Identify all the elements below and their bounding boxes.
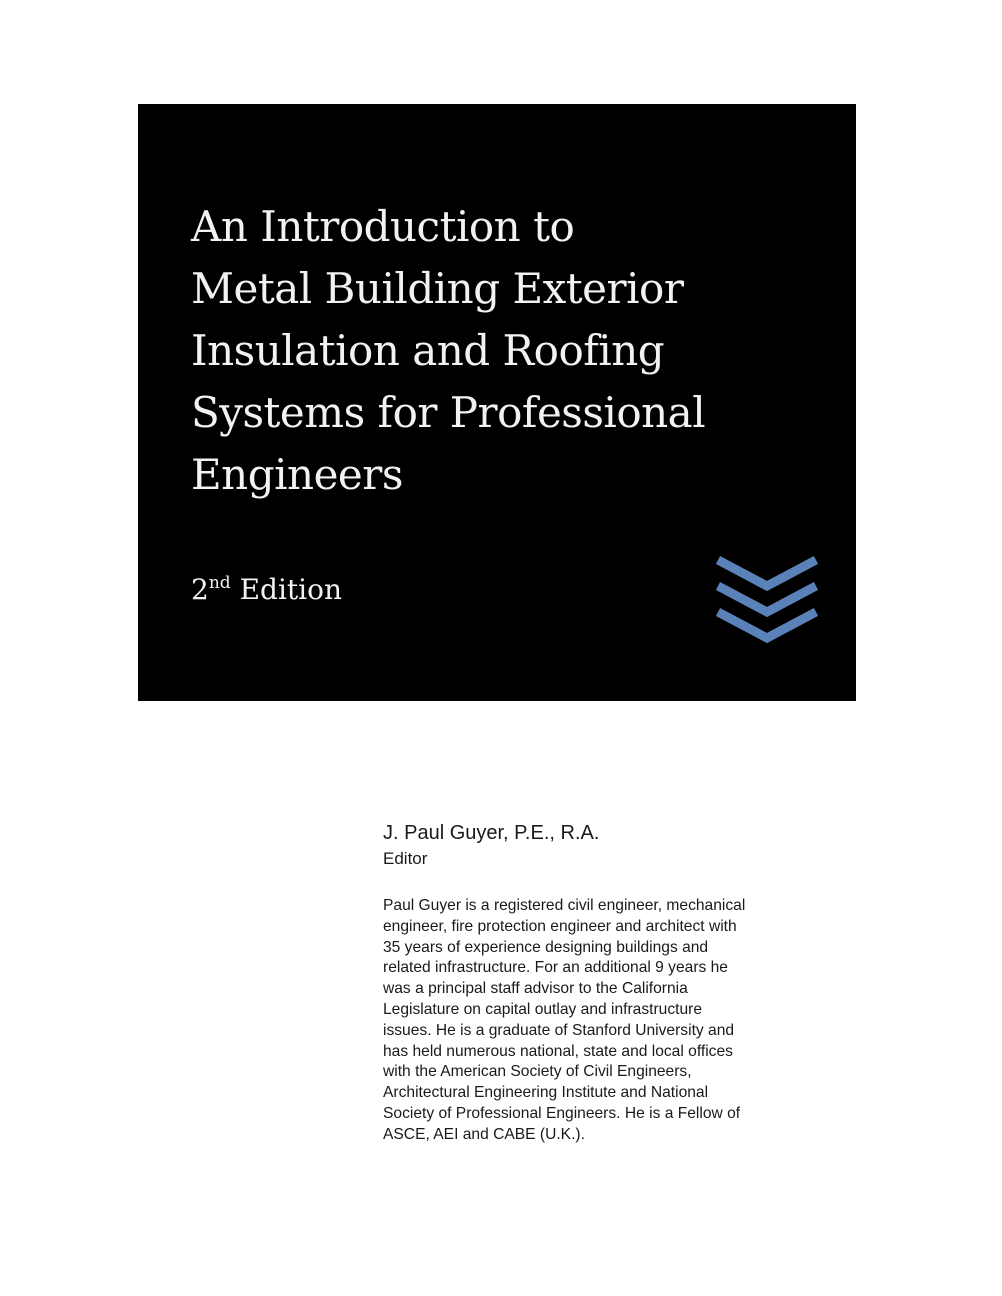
edition-label bbox=[191, 572, 342, 608]
book-title bbox=[191, 196, 705, 506]
triple-chevron-down-icon bbox=[716, 554, 818, 650]
bio-line: has held numerous national, state and local offices bbox=[383, 1042, 733, 1060]
author-role: Editor bbox=[383, 849, 428, 868]
bio-line: was a principal staff advisor to the California bbox=[383, 980, 688, 998]
bio-line: 35 years of experience designing buildings and bbox=[383, 938, 709, 956]
bio-line: Paul Guyer is a registered civil engineer, mechanical bbox=[383, 897, 746, 914]
bio-line: Legislature on capital outlay and infrastructure bbox=[383, 1000, 702, 1018]
title-line: Metal Building Exterior bbox=[191, 264, 684, 313]
bio-line: Society of Professional Engineers. He is a Fellow of bbox=[383, 1104, 741, 1122]
title-line: An Introduction to bbox=[191, 202, 575, 251]
title-line: Insulation and Roofing bbox=[191, 326, 665, 375]
author-bio bbox=[383, 896, 823, 1146]
edition-text: Edition bbox=[239, 573, 342, 606]
title-line: Systems for Professional bbox=[191, 388, 706, 437]
bio-line: with the American Society of Civil Engineers, bbox=[383, 1063, 692, 1081]
bio-line: issues. He is a graduate of Stanford University and bbox=[383, 1021, 735, 1039]
bio-line: related infrastructure. For an additional 9 years he bbox=[383, 959, 728, 977]
bio-line: Architectural Engineering Institute and National bbox=[383, 1084, 709, 1102]
bio-line: engineer, fire protection engineer and architect with bbox=[383, 917, 737, 935]
edition-suffix: nd bbox=[208, 573, 231, 593]
bio-line: ASCE, AEI and CABE (U.K.). bbox=[383, 1125, 585, 1143]
author-block bbox=[383, 820, 823, 1146]
title-line: Engineers bbox=[191, 450, 403, 499]
author-name: J. Paul Guyer, P.E., R.A. bbox=[383, 822, 600, 844]
edition-number: 2 bbox=[191, 573, 209, 606]
cover-panel bbox=[138, 104, 856, 701]
